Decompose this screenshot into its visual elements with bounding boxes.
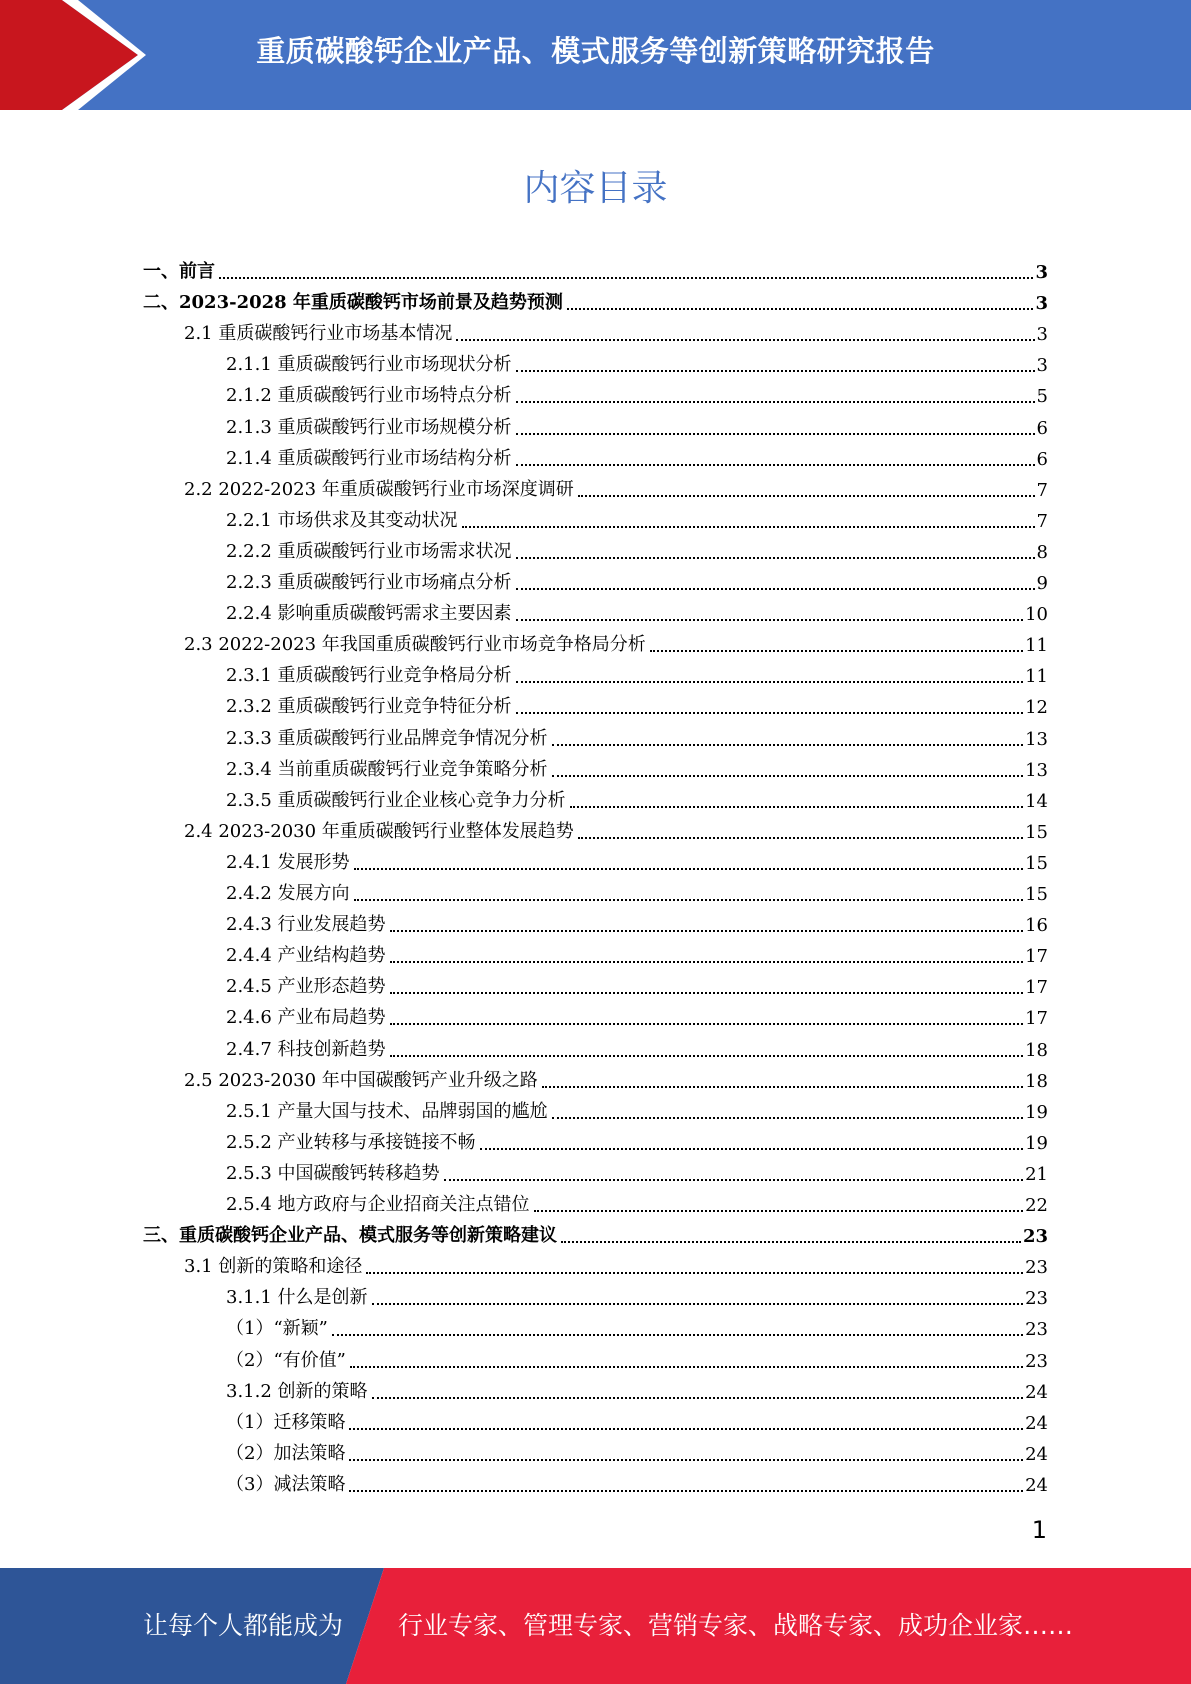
toc-entry-page: 24 (1025, 1443, 1048, 1465)
toc-entry-page: 7 (1036, 479, 1048, 501)
toc-leader-dots (390, 961, 1024, 963)
toc-entry-page: 15 (1025, 884, 1048, 905)
toc-entry-title: 2.4.4 产业结构趋势 (226, 945, 386, 967)
toc-leader-dots (578, 837, 1023, 839)
toc-entry-title: 三、重质碳酸钙企业产品、模式服务等创新策略建议 (143, 1225, 557, 1247)
toc-entry-page: 10 (1025, 604, 1048, 626)
toc-entry-title: 2.3.2 重质碳酸钙行业竞争特征分析 (226, 696, 512, 718)
toc-leader-dots (390, 1023, 1024, 1025)
toc-entry[interactable] (184, 1249, 1048, 1280)
toc-entry-page: 12 (1025, 697, 1048, 719)
toc-entry-page: 13 (1025, 759, 1048, 781)
toc-entry[interactable] (226, 596, 1048, 627)
toc-entry-page: 14 (1025, 790, 1048, 812)
toc-entry-title: 2.1.3 重质碳酸钙行业市场规模分析 (226, 416, 512, 438)
toc-leader-dots (354, 899, 1024, 901)
toc-entry[interactable] (226, 907, 1048, 938)
toc-entry[interactable] (226, 845, 1048, 876)
toc-entry[interactable] (143, 1218, 1048, 1249)
toc-entry-page: 3 (1036, 355, 1048, 377)
toc-entry[interactable] (226, 1032, 1048, 1063)
toc-leader-dots (516, 557, 1035, 559)
toc-entry[interactable] (226, 1343, 1048, 1374)
toc-entry[interactable] (184, 627, 1048, 658)
toc-entry[interactable] (226, 1187, 1048, 1218)
toc-entry[interactable] (226, 752, 1048, 783)
toc-entry-page: 3 (1035, 262, 1048, 283)
toc-entry-page: 24 (1025, 1381, 1048, 1403)
toc-entry-title: 2.4.2 发展方向 (226, 883, 350, 904)
toc-entry-title: 2.4.7 科技创新趋势 (226, 1038, 386, 1060)
toc-leader-dots (516, 588, 1035, 590)
toc-entry[interactable] (226, 1000, 1048, 1031)
toc-leader-dots (332, 1334, 1023, 1336)
toc-leader-dots (372, 1303, 1024, 1305)
toc-entry-page: 7 (1036, 510, 1048, 532)
toc-entry-title: 一、前言 (143, 261, 215, 282)
footer-slogan-right: 行业专家、管理专家、营销专家、战略专家、成功企业家…… (398, 1611, 1074, 1640)
toc-entry-page: 17 (1025, 946, 1048, 968)
toc-entry-title: 2.2.4 影响重质碳酸钙需求主要因素 (226, 603, 512, 625)
toc-entry-title: 2.5.1 产量大国与技术、品牌弱国的尴尬 (226, 1100, 548, 1122)
toc-entry[interactable] (226, 1156, 1048, 1187)
toc-entry[interactable] (226, 347, 1048, 378)
toc-leader-dots (552, 775, 1024, 777)
toc-leader-dots (350, 1366, 1023, 1368)
toc-leader-dots (516, 433, 1035, 435)
toc-entry-page: 8 (1036, 541, 1048, 563)
toc-entry-page: 3 (1035, 293, 1048, 315)
toc-entry-title: 2.3.3 重质碳酸钙行业品牌竞争情况分析 (226, 727, 548, 749)
toc-entry-title: 2.3.4 当前重质碳酸钙行业竞争策略分析 (226, 758, 548, 780)
toc-entry-title: 2.3.5 重质碳酸钙行业企业核心竞争力分析 (226, 789, 566, 811)
toc-entry-title: 2.2 2022-2023 年重质碳酸钙行业市场深度调研 (184, 478, 574, 500)
toc-entry[interactable] (226, 534, 1048, 565)
toc-entry-title: 2.5 2023-2030 年中国碳酸钙产业升级之路 (184, 1069, 538, 1091)
toc-entry[interactable] (226, 1311, 1048, 1342)
toc-entry-title: 3.1 创新的策略和途径 (184, 1256, 363, 1278)
toc-entry[interactable] (226, 658, 1048, 689)
toc-entry-title: （2）加法策略 (226, 1442, 346, 1464)
toc-entry[interactable] (226, 876, 1048, 907)
toc-leader-dots (390, 1055, 1024, 1057)
toc-entry[interactable] (226, 783, 1048, 814)
toc-entry[interactable] (226, 1280, 1048, 1311)
toc-leader-dots (516, 401, 1035, 403)
toc-leader-dots (578, 495, 1035, 497)
toc-leader-dots (552, 744, 1024, 746)
toc-entry[interactable] (184, 316, 1048, 347)
toc-entry-page: 23 (1025, 1257, 1048, 1279)
toc-entry-title: 2.2.3 重质碳酸钙行业市场痛点分析 (226, 572, 512, 593)
toc-entry[interactable] (184, 472, 1048, 503)
toc-entry[interactable] (226, 378, 1048, 409)
toc-entry-page: 6 (1036, 417, 1048, 439)
toc-entry[interactable] (226, 1374, 1048, 1405)
toc-entry-page: 19 (1025, 1132, 1048, 1154)
toc-entry-title: 2.1.1 重质碳酸钙行业市场现状分析 (226, 354, 512, 376)
toc-entry-title: 2.3 2022-2023 年我国重质碳酸钙行业市场竞争格局分析 (184, 634, 646, 656)
toc-entry-title: （2）“有价值” (226, 1349, 346, 1371)
toc-leader-dots (516, 712, 1024, 714)
toc-entry[interactable] (226, 938, 1048, 969)
toc-entry-title: 2.1.4 重质碳酸钙行业市场结构分析 (226, 447, 512, 469)
toc-leader-dots (354, 868, 1024, 870)
toc-entry[interactable] (226, 410, 1048, 441)
toc-entry-page: 24 (1025, 1412, 1048, 1434)
toc-entry-page: 11 (1025, 635, 1048, 657)
toc-entry-page: 21 (1025, 1163, 1048, 1185)
toc-entry-title: 2.5.3 中国碳酸钙转移趋势 (226, 1162, 440, 1184)
toc-entry[interactable] (226, 1467, 1048, 1498)
toc-leader-dots (480, 1148, 1024, 1150)
toc-entry-page: 23 (1025, 1288, 1048, 1310)
toc-entry-title: 3.1.2 创新的策略 (226, 1380, 368, 1402)
toc-leader-dots (561, 1241, 1021, 1243)
toc-entry-page: 9 (1036, 573, 1048, 594)
toc-heading: 内容目录 (523, 168, 668, 209)
toc-entry-title: 2.4.1 发展形势 (226, 851, 350, 873)
toc-leader-dots (456, 339, 1034, 341)
toc-entry-page: 23 (1025, 1350, 1048, 1372)
toc-entry-page: 22 (1025, 1195, 1048, 1216)
toc-leader-dots (444, 1179, 1024, 1181)
toc-entry-title: 2.4.3 行业发展趋势 (226, 914, 386, 936)
toc-leader-dots (534, 1210, 1024, 1212)
toc-entry[interactable] (184, 814, 1048, 845)
toc-entry-page: 16 (1025, 915, 1048, 937)
toc-entry-page: 15 (1025, 821, 1048, 843)
toc-entry-title: 2.1 重质碳酸钙行业市场基本情况 (184, 323, 453, 345)
toc-entry-title: 2.2.2 重质碳酸钙行业市场需求状况 (226, 540, 512, 562)
header-banner (0, 0, 1191, 110)
toc-entry[interactable] (143, 285, 1048, 316)
toc-entry-page: 17 (1025, 977, 1048, 999)
toc-leader-dots (516, 370, 1035, 372)
toc-entry-title: 2.4.5 产业形态趋势 (226, 976, 386, 998)
toc-entry-title: 2.2.1 市场供求及其变动状况 (226, 509, 458, 531)
toc-leader-dots (567, 308, 1034, 310)
toc-leader-dots (650, 650, 1023, 652)
toc-entry-title: （1）迁移策略 (226, 1411, 346, 1433)
toc-leader-dots (390, 992, 1024, 994)
toc-entry-page: 11 (1025, 666, 1048, 688)
toc-entry[interactable] (226, 1125, 1048, 1156)
toc-leader-dots (390, 930, 1024, 932)
toc-entry[interactable] (226, 565, 1048, 596)
toc-entry[interactable] (143, 254, 1048, 285)
toc-entry-title: 2.4.6 产业布局趋势 (226, 1007, 386, 1029)
toc-entry[interactable] (226, 721, 1048, 752)
report-title: 重质碳酸钙企业产品、模式服务等创新策略研究报告 (256, 34, 935, 68)
toc-entry[interactable] (226, 689, 1048, 720)
toc-entry[interactable] (184, 1063, 1048, 1094)
toc-entry[interactable] (226, 1094, 1048, 1125)
toc-leader-dots (462, 526, 1035, 528)
page-number: 1 (1031, 1516, 1047, 1544)
toc-leader-dots (516, 681, 1024, 683)
toc-leader-dots (552, 1117, 1024, 1119)
toc-entry[interactable] (226, 1405, 1048, 1436)
toc-entry-page: 17 (1025, 1008, 1048, 1030)
toc-entry-page: 18 (1025, 1039, 1048, 1061)
toc-leader-dots (570, 806, 1024, 808)
toc-entry[interactable] (226, 969, 1048, 1000)
toc-leader-dots (516, 619, 1024, 621)
toc-entry-page: 24 (1025, 1474, 1048, 1496)
toc-entry-page: 19 (1025, 1101, 1048, 1123)
toc-entry-page: 23 (1025, 1319, 1048, 1341)
toc-leader-dots (349, 1459, 1023, 1461)
toc-entry-title: （1）“新颖” (226, 1318, 328, 1340)
toc-entry-title: 2.3.1 重质碳酸钙行业竞争格局分析 (226, 665, 512, 687)
toc-leader-dots (349, 1428, 1023, 1430)
toc-entry-title: （3）减法策略 (226, 1473, 346, 1495)
toc-entry-page: 13 (1025, 728, 1048, 750)
toc-entry-title: 3.1.1 什么是创新 (226, 1287, 368, 1309)
toc-entry[interactable] (226, 503, 1048, 534)
toc-entry[interactable] (226, 441, 1048, 472)
toc-entry-page: 3 (1036, 324, 1048, 346)
toc-entry-page: 23 (1022, 1226, 1048, 1248)
toc-entry-page: 6 (1036, 448, 1048, 470)
toc-leader-dots (542, 1086, 1023, 1088)
toc-entry[interactable] (226, 1436, 1048, 1467)
toc-entry-title: 2.5.2 产业转移与承接链接不畅 (226, 1131, 476, 1153)
toc-entry-page: 15 (1025, 852, 1048, 874)
toc-leader-dots (349, 1490, 1023, 1492)
toc-leader-dots (372, 1397, 1024, 1399)
toc-entry-title: 2.4 2023-2030 年重质碳酸钙行业整体发展趋势 (184, 820, 574, 842)
toc-leader-dots (219, 277, 1033, 279)
toc-leader-dots (366, 1272, 1023, 1274)
footer-slogan-left: 让每个人都能成为 (143, 1611, 344, 1640)
toc-entry-page: 5 (1036, 386, 1048, 408)
toc-entry-title: 2.1.2 重质碳酸钙行业市场特点分析 (226, 385, 512, 407)
toc-entry-title: 2.5.4 地方政府与企业招商关注点错位 (226, 1194, 530, 1215)
toc-entry-title: 二、2023-2028 年重质碳酸钙市场前景及趋势预测 (143, 292, 563, 314)
toc-entry-page: 18 (1025, 1070, 1048, 1092)
footer-banner (0, 1568, 1191, 1684)
toc-leader-dots (516, 464, 1035, 466)
